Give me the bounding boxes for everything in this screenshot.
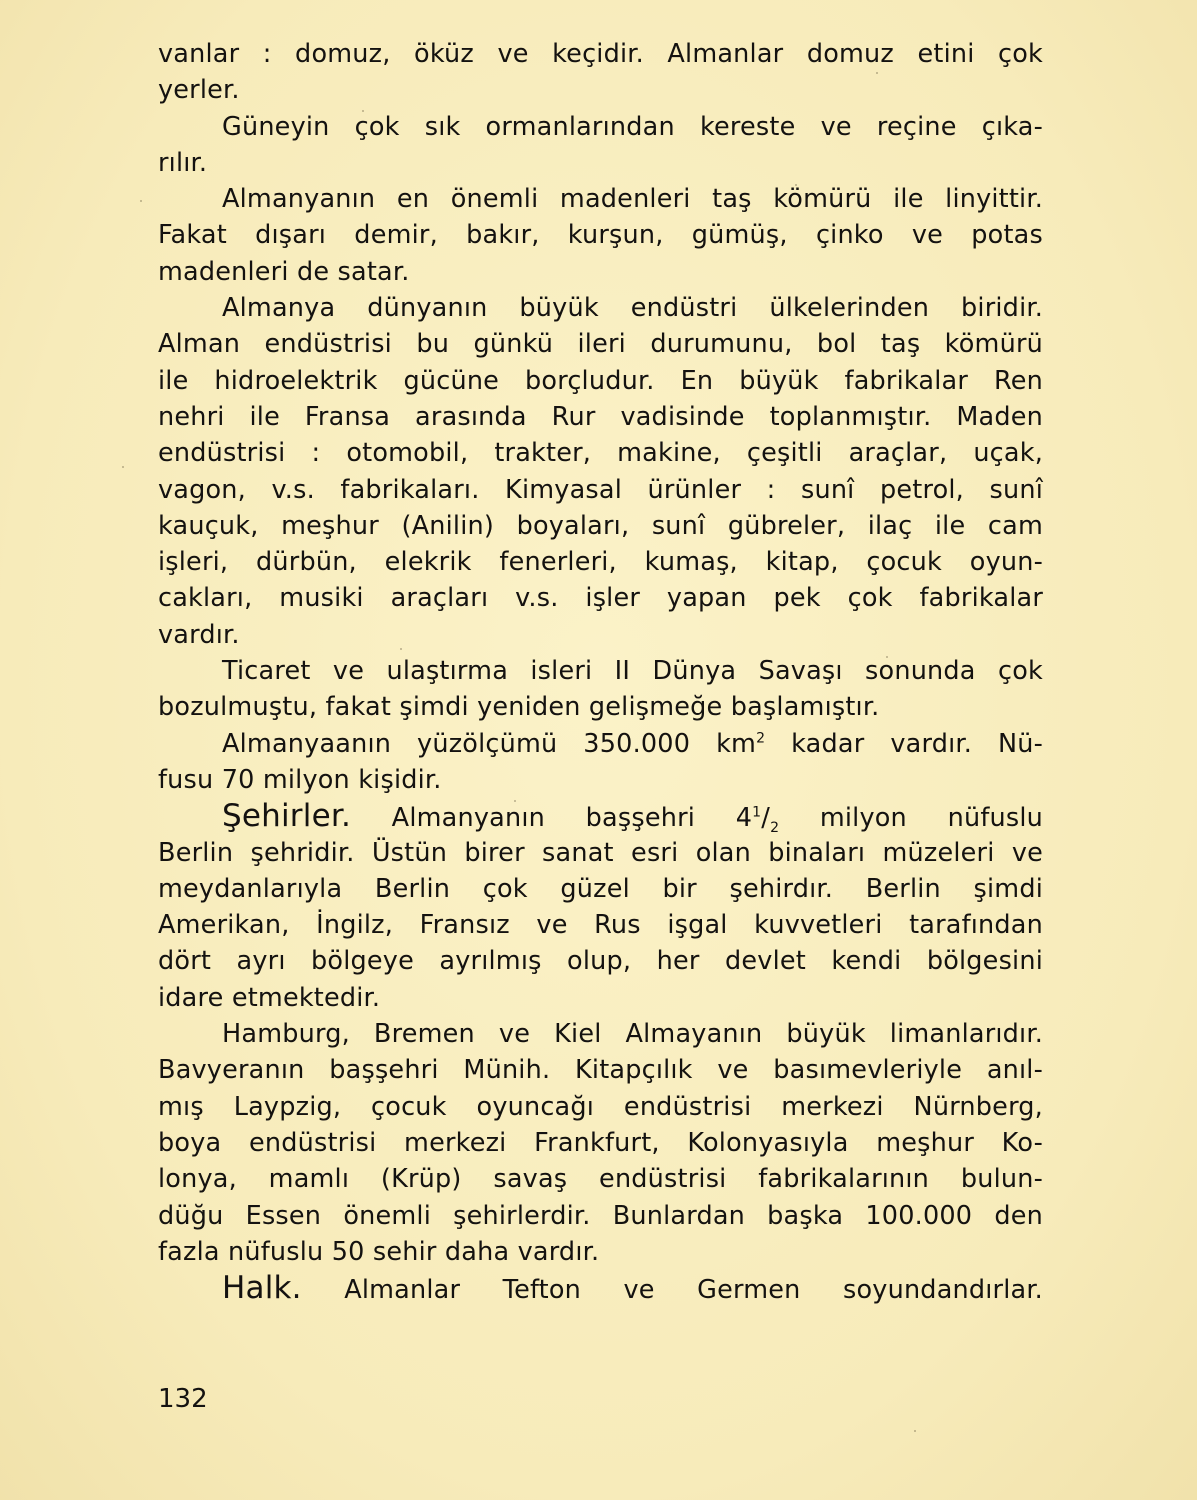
- text-line: fazla nüfuslu 50 sehir daha vardır.: [158, 1236, 600, 1267]
- fraction-slash: /: [761, 803, 771, 834]
- section-heading-cities: Şehirler.: [222, 798, 351, 835]
- text-line: Almanya dünyanın büyük endüstri ülkelerinden biridir.: [222, 293, 1043, 324]
- area-text-after: kadar vardır. Nü-: [765, 728, 1043, 759]
- text-line: Alman endüstrisi bu günkü ileri durumunu, bol taş kömürü: [158, 329, 1043, 360]
- print-speck: [122, 466, 124, 468]
- paragraph-industry: [158, 290, 1043, 653]
- text-line: ile hidroelektrik gücüne borçludur. En büyük fabrikalar Ren: [158, 365, 1043, 396]
- text-line: Berlin şehridir. Üstün birer sanat esri olan binaları müzeleri ve: [158, 837, 1043, 868]
- fraction-denominator: 2: [770, 820, 780, 837]
- text-line: rılır.: [158, 147, 208, 178]
- text-line: [158, 798, 1043, 837]
- text-line: nehri ile Fransa arasında Rur vadisinde toplanmıştır. Maden: [158, 401, 1043, 432]
- text-line: kauçuk, meşhur (Anilin) boyaları, sunî gübreler, ilaç ile cam: [158, 510, 1043, 541]
- paragraph-livestock: [158, 36, 1043, 109]
- text-line: madenleri de satar.: [158, 256, 410, 287]
- fraction-numerator: 1: [752, 804, 762, 821]
- paragraph-minerals: [158, 181, 1043, 290]
- text-line: [158, 1270, 1043, 1306]
- text-line: cakları, musiki araçları v.s. işler yapan pek çok fabrikalar: [158, 583, 1043, 614]
- paragraph-area-population: [158, 726, 1043, 799]
- page-number: 132: [158, 1384, 208, 1414]
- print-speck: [914, 1430, 916, 1432]
- text-line: Hamburg, Bremen ve Kiel Almayanın büyük limanlarıdır.: [222, 1019, 1043, 1050]
- squared-superscript: 2: [756, 730, 766, 747]
- text-line: vagon, v.s. fabrikaları. Kimyasal ürünler : sunî petrol, sunî: [158, 474, 1043, 505]
- people-first-line: Almanlar Tefton ve Germen soyundandırlar.: [301, 1275, 1043, 1306]
- paragraph-other-cities: [158, 1016, 1043, 1270]
- area-text-before: Almanyaanın yüzölçümü 350.000 km: [222, 728, 757, 759]
- text-line: meydanlarıyla Berlin çok güzel bir şehirdır. Berlin şimdi: [158, 873, 1043, 904]
- text-line: Amerikan, İngilz, Fransız ve Rus işgal kuvvetleri tarafından: [158, 910, 1043, 941]
- text-line: yerler.: [158, 75, 240, 106]
- text-line: vardır.: [158, 619, 240, 650]
- text-line: idare etmektedir.: [158, 982, 381, 1013]
- paragraph-cities: [158, 798, 1043, 1016]
- cities-first-line-after: milyon nüfuslu: [779, 803, 1043, 834]
- body-text: [158, 36, 1043, 1306]
- text-line: bozulmuştu, fakat şimdi yeniden gelişmeğe başlamıştır.: [158, 692, 880, 723]
- text-line: Ticaret ve ulaştırma isleri II Dünya Savaşı sonunda çok: [222, 656, 1043, 687]
- paragraph-people: [158, 1270, 1043, 1306]
- text-line: dört ayrı bölgeye ayrılmış olup, her devlet kendi bölgesini: [158, 946, 1043, 977]
- text-line: [158, 726, 1043, 762]
- cities-first-line-before: Almanyanın başşehri 4: [351, 803, 753, 834]
- text-line: işleri, dürbün, elekrik fenerleri, kumaş, kitap, çocuk oyun-: [158, 547, 1043, 578]
- text-line: vanlar : domuz, öküz ve keçidir. Almanlar domuz etini çok: [158, 39, 1043, 69]
- text-line: lonya, mamlı (Krüp) savaş endüstrisi fabrikalarının bulun-: [158, 1164, 1043, 1195]
- text-line: düğu Essen önemli şehirlerdir. Bunlardan başka 100.000 den: [158, 1200, 1043, 1231]
- text-line: Güneyin çok sık ormanlarından kereste ve reçine çıka-: [222, 111, 1043, 142]
- text-line: Fakat dışarı demir, bakır, kurşun, gümüş, çinko ve potas: [158, 220, 1043, 251]
- text-line: Bavyeranın başşehri Münih. Kitapçılık ve basımevleriyle anıl-: [158, 1055, 1043, 1086]
- text-line: boya endüstrisi merkezi Frankfurt, Kolonyasıyla meşhur Ko-: [158, 1127, 1043, 1158]
- print-speck: [140, 200, 142, 202]
- text-line: fusu 70 milyon kişidir.: [158, 764, 442, 795]
- text-line: Almanyanın en önemli madenleri taş kömürü ile linyittir.: [222, 184, 1043, 215]
- paragraph-forests: [158, 109, 1043, 182]
- paragraph-trade: [158, 653, 1043, 726]
- text-line: endüstrisi : otomobil, trakter, makine, çeşitli araçlar, uçak,: [158, 438, 1043, 469]
- text-line: mış Laypzig, çocuk oyuncağı endüstrisi merkezi Nürnberg,: [158, 1091, 1043, 1122]
- section-heading-people: Halk.: [222, 1270, 302, 1307]
